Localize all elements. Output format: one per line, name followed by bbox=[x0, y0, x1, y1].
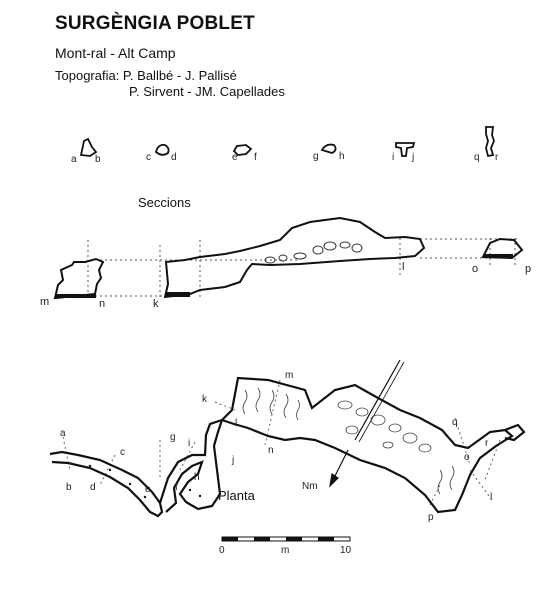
section-letter: j bbox=[412, 152, 415, 163]
profile-letter: l bbox=[402, 261, 405, 273]
section-letter: f bbox=[254, 152, 257, 163]
plan-letter: n bbox=[268, 445, 274, 456]
cross-section-letters bbox=[71, 151, 499, 165]
plan-letter: c bbox=[120, 447, 125, 458]
profile-letter: n bbox=[99, 298, 106, 310]
plan-letter: q bbox=[452, 417, 458, 428]
profile-letter: p bbox=[525, 263, 532, 275]
plan-letter: e bbox=[145, 484, 151, 495]
credits-line-2: P. Sirvent - JM. Capellades bbox=[129, 84, 285, 99]
plan-letter: k bbox=[202, 394, 207, 405]
north-arrow bbox=[330, 360, 404, 486]
credits-line-1: Topografia: P. Ballbé - J. Pallisé bbox=[55, 68, 237, 83]
plan-letter: i bbox=[188, 438, 191, 449]
plan-letters bbox=[60, 370, 492, 523]
plan-letter: f bbox=[175, 482, 178, 493]
cross-sections bbox=[81, 127, 494, 156]
plan-label: Planta bbox=[218, 488, 255, 503]
section-letter: b bbox=[95, 154, 101, 165]
section-ab-shape bbox=[81, 139, 96, 156]
section-letter: q bbox=[474, 152, 480, 163]
profile-letter: o bbox=[472, 263, 479, 275]
profile-letters bbox=[40, 261, 531, 310]
plan-letter: p bbox=[428, 512, 434, 523]
plan-letter: o bbox=[464, 452, 470, 463]
plan-letter: a bbox=[60, 428, 66, 439]
plan-rock-texture bbox=[243, 388, 454, 494]
scale-bar bbox=[219, 537, 352, 556]
plan-letter: r bbox=[485, 438, 489, 449]
plan-letter: h bbox=[194, 472, 200, 483]
section-letter: h bbox=[339, 151, 345, 162]
sections-label: Seccions bbox=[138, 195, 191, 210]
scale-start: 0 bbox=[219, 545, 225, 556]
plan-letter: m bbox=[285, 370, 294, 381]
north-line bbox=[355, 360, 400, 440]
section-letter: g bbox=[313, 151, 319, 162]
profile-letter: k bbox=[153, 298, 159, 310]
plan-letter: d bbox=[90, 482, 96, 493]
plan-section-lines bbox=[63, 380, 500, 505]
location-subtitle: Mont-ral - Alt Camp bbox=[55, 45, 176, 61]
plan-letter: g bbox=[170, 432, 176, 443]
plan-letter: l bbox=[235, 418, 238, 429]
section-letter: a bbox=[71, 154, 77, 165]
section-letter: c bbox=[146, 152, 151, 163]
north-label: Nm bbox=[302, 481, 318, 492]
profile-entrance-passage bbox=[55, 259, 103, 298]
section-letter: r bbox=[495, 152, 499, 163]
plan-letter: l bbox=[490, 492, 493, 503]
survey-title: SURGÈNGIA POBLET bbox=[55, 13, 255, 34]
plan-letter: b bbox=[66, 482, 72, 493]
section-gh-shape bbox=[322, 145, 336, 153]
scale-end: 10 bbox=[340, 545, 352, 556]
profile-letter: m bbox=[40, 296, 50, 308]
profile-reference-lines bbox=[60, 238, 520, 300]
section-cd-shape bbox=[156, 145, 169, 155]
section-letter: d bbox=[171, 152, 177, 163]
plan-letter: j bbox=[232, 455, 235, 466]
section-letter: i bbox=[392, 152, 395, 163]
scale-unit: m bbox=[281, 545, 290, 556]
section-letter: e bbox=[232, 152, 238, 163]
section-qr-shape bbox=[486, 127, 494, 156]
north-arrow-icon bbox=[330, 474, 338, 486]
